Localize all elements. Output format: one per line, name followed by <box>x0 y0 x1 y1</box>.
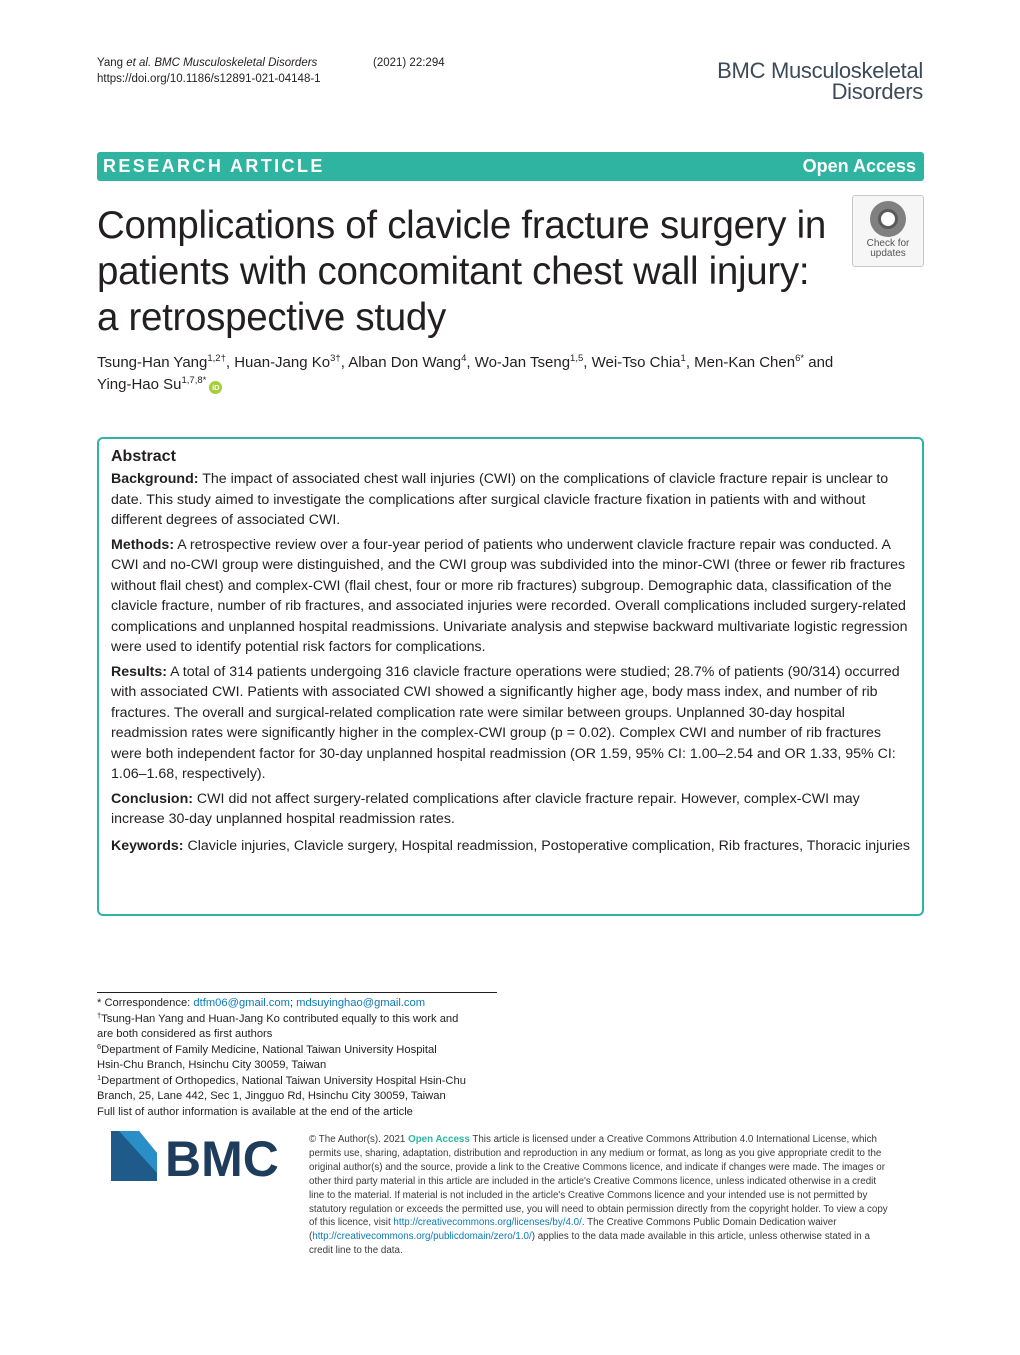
license-text: © The Author(s). 2021 Open Access This article is licensed under a Creative Commons Attribution 4.0 International License, which permits use, sharing, adaptation, distribution and reproduction in any medium or format, as long as you give appropriate credit to the original author(s) and the source, provide a link to the Creative Commons licence, and indicate if changes were made. The images or other third party material in this article are included in the article's Creative Commons licence, unless indicated otherwise in a credit line to the material. If material is not included in the article's Creative Commons licence and your intended use is not permitted by statutory regulation or exceeds the permitted use, you will need to obtain permission directly from the copyright holder. To view a copy of this licence, visit http://creativecommons.org/licenses/by/4.0/. The Creative Commons Public Domain Dedication waiver (http://creativecommons.org/publicdomain/zero/1.0/) applies to the data made available in this article, unless otherwise stated in a credit line to the data. <box>309 1134 888 1257</box>
citation-year: (2021) 22:294 <box>373 57 445 69</box>
check-for-updates-icon <box>870 201 906 237</box>
open-access-label: Open Access <box>802 156 916 176</box>
abstract-results: Results: A total of 314 patients undergoing 316 clavicle fracture operations were studied; 28.7% of patients (90/314) occurred with associated CWI. Patients with associated CWI showed a significantly higher age, body mass index, and number of rib fractures. The overall and surgical-related complication rate were similar between groups. Unplanned 30-day hospital readmission rates were significantly higher in the complex-CWI group (p = 0.02). Complex CWI and number of rib fractures were both independent factor for 30-day unplanned hospital readmission (OR 1.59, 95% CI: 1.00–2.54 and OR 1.33, 95% CI: 1.06–1.68, respectively). <box>111 663 900 782</box>
author-name[interactable]: Men-Kan Chen <box>694 354 796 371</box>
citation-header <box>97 55 445 87</box>
abstract-box <box>97 437 924 916</box>
author-affiliation: 1,2† <box>207 353 226 364</box>
correspondence: * Correspondence: dtfm06@gmail.com; mdsuyinghao@gmail.com <box>97 997 426 1009</box>
author-affiliation: 1,7,8* <box>181 375 207 386</box>
author-list: Tsung-Han Yang$^{1,2\dagger}$, Huan-Jang $Ko^{3\dagger}$, Alban Don Wang$^4$, Wo-Jan Tseng$^{1,5}$, Wei-Tso Chia$^1$, Men-Kan Chen$^{6*}$ and Ying-Hao $Su^{1,7,8*}iD$ <box>97 353 834 393</box>
footnote-divider <box>97 992 497 993</box>
affiliation-1: $^1$Department of Orthopedics, National Taiwan University Hospital Hsin-Chu <box>97 1072 466 1087</box>
abstract-methods: Methods: A retrospective review over a four-year period of patients who underwent clavicle fracture repair was conducted. A CWI and no-CWI group were distinguished, and the CWI group was subdivided into the minor-CWI (three or fewer rib fractures without flail chest) and complex-CWI (flail chest, four or more rib fractures) subgroup. Demographic data, classification of the clavicle fracture, number of rib fractures, and associated injuries were recorded. Overall complications included surgery-related complications and unplanned hospital readmissions. Univariate analysis and stepwise backward multivariate logistic regression were used to identify potential risk factors for complications. <box>111 536 908 655</box>
check-for-updates-label: Check for updates <box>866 238 910 259</box>
abstract-keywords: Keywords: Clavicle injuries, Clavicle surgery, Hospital readmission, Postoperative complication, Rib fractures, Thoracic injuries <box>111 837 911 854</box>
public-domain-link[interactable]: http://creativecommons.org/publicdomain/zero/1.0/ <box>312 1231 532 1243</box>
footnotes: * Correspondence: dtfm06@gmail.com; mdsuyinghao@gmail.com †Tsung-Han Yang and Huan-Jang Ko contributed equally to this work and are both considered as first authors $^6$Department of Family Medicine, National Taiwan University Hospital Hsin-Chu Branch, Hsinchu City 30059, Taiwan $^1$Department of Orthopedics, National Taiwan University Hospital Hsin-Chu Branch, 25, Lane 442, Sec 1, Jingguo Rd, Hsinchu City 30059, Taiwan Full list of author information is available at the end of the article <box>97 996 492 1120</box>
bmc-logo-text: BMC <box>165 1131 279 1181</box>
doi-link[interactable]: https://doi.org/10.1186/s12891-021-04148-1 <box>97 73 321 85</box>
check-for-updates-button[interactable] <box>852 195 924 267</box>
email-link[interactable]: mdsuyinghao@gmail.com <box>296 997 426 1009</box>
citation-journal: BMC Musculoskeletal Disorders <box>151 57 318 69</box>
equal-contribution-note: †Tsung-Han Yang and Huan-Jang Ko contributed equally to this work and <box>97 1010 459 1025</box>
author-affiliation: 6* <box>795 353 805 364</box>
abstract-heading: Abstract <box>111 448 176 465</box>
full-affiliation-note: Full list of author information is available at the end of the article <box>97 1105 413 1118</box>
journal-name-line2: Disorders <box>831 79 923 104</box>
article-type-banner <box>97 152 924 181</box>
journal-name <box>717 60 923 102</box>
citation-etal: et al. <box>126 57 152 69</box>
author-affiliation: 1,5 <box>570 353 584 364</box>
affiliation-6: $^6$Department of Family Medicine, National Taiwan University Hospital <box>97 1041 437 1056</box>
email-link[interactable]: dtfm06@gmail.com <box>193 997 290 1009</box>
author-name[interactable]: Wei-Tso Chia <box>591 354 681 371</box>
journal-name-line1: BMC Musculoskeletal <box>717 58 923 83</box>
author-affiliation: 4 <box>461 353 467 364</box>
citation-authors: Yang <box>97 57 127 69</box>
bmc-logo <box>111 1131 289 1181</box>
article-title: Complications of clavicle fracture surgery in patients with concomitant chest wall injury: a retrospective study <box>97 204 826 339</box>
author-name[interactable]: Ying-Hao Su <box>97 376 182 393</box>
author-affiliation: 3† <box>330 353 341 364</box>
orcid-icon[interactable]: iD <box>209 381 222 394</box>
abstract-background: Background: The impact of associated chest wall injuries (CWI) on the complications of clavicle fracture repair is unclear to date. This study aimed to investigate the complications after surgical clavicle fracture fixation in patients with and without different degrees of associated CWI. <box>111 471 889 528</box>
article-type-label: RESEARCH ARTICLE <box>103 156 325 176</box>
author-name[interactable]: Wo-Jan Tseng <box>474 354 571 371</box>
license-link[interactable]: http://creativecommons.org/licenses/by/4.0/ <box>393 1217 582 1229</box>
abstract-conclusion: Conclusion: CWI did not affect surgery-related complications after clavicle fracture repair. However, complex-CWI may increase 30-day unplanned hospital readmission rates. <box>111 790 860 827</box>
author-name[interactable]: Alban Don Wang <box>348 354 462 371</box>
author-name[interactable]: Tsung-Han Yang <box>97 354 208 371</box>
author-affiliation: 1 <box>680 353 686 364</box>
author-name[interactable]: Huan-Jang Ko <box>234 354 331 371</box>
